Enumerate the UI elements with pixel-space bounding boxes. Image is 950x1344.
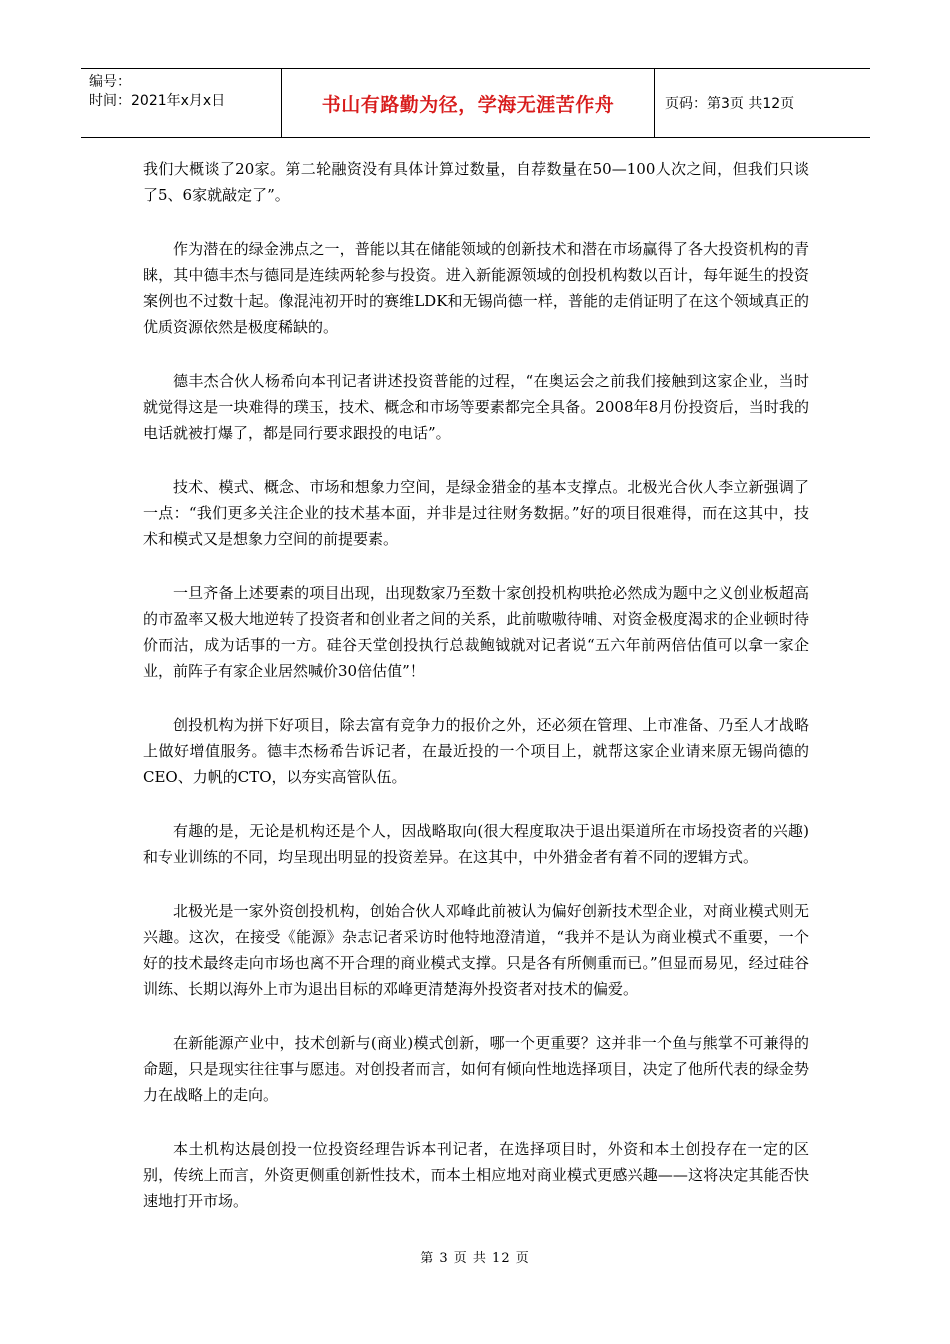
paragraph: 一旦齐备上述要素的项目出现，出现数家乃至数十家创投机构哄抢必然成为题中之义创业板超高的市盈率又极大地逆转了投资者和创业者之间的关系，此前嗷嗷待哺、对资金极度渴求的企业顿时待价而沽，成为话事的一方。硅谷天堂创投执行总裁鲍钺就对记者说“五六年前两倍估值可以拿一家企业，前阵子有家企业居然喊价30倍估值”！ — [143, 584, 809, 680]
paragraph: 有趣的是，无论是机构还是个人，因战略取向(很大程度取决于退出渠道所在市场投资者的兴趣)和专业训练的不同，均呈现出明显的投资差异。在这其中，中外猎金者有着不同的逻辑方式。 — [143, 822, 809, 866]
paragraph: 北极光是一家外资创投机构，创始合伙人邓峰此前被认为偏好创新技术型企业，对商业模式则无兴趣。这次，在接受《能源》杂志记者采访时他特地澄清道，“我并不是认为商业模式不重要，一个好的技术最终走向市场也离不开合理的商业模式支撑。只是各有所侧重而已。”但显而易见，经过硅谷训练、长期以海外上市为退出目标的邓峰更清楚海外投资者对技术的偏爱。 — [143, 902, 809, 998]
doc-time-label: 时间：2021年x月x日 — [89, 93, 226, 109]
document-body — [143, 156, 809, 1242]
paragraph: 德丰杰合伙人杨希向本刊记者讲述投资普能的过程，“在奥运会之前我们接触到这家企业，当时就觉得这是一块难得的璞玉，技术、概念和市场等要素都完全具备。2008年8月份投资后，当时我的电话就被打爆了，都是同行要求跟投的电话”。 — [143, 372, 809, 442]
header-motto: 书山有路勤为径，学海无涯苦作舟 — [282, 69, 655, 137]
paragraph: 我们大概谈了20家。第二轮融资没有具体计算过数量，自荐数量在50—100人次之间，但我们只谈了5、6家就敲定了”。 — [143, 160, 809, 204]
paragraph: 创投机构为拼下好项目，除去富有竞争力的报价之外，还必须在管理、上市准备、乃至人才战略上做好增值服务。德丰杰杨希告诉记者，在最近投的一个项目上，就帮这家企业请来原无锡尚德的CEO、力帆的CTO，以夯实高管队伍。 — [143, 716, 809, 786]
paragraph: 作为潜在的绿金沸点之一，普能以其在储能领域的创新技术和潜在市场赢得了各大投资机构的青睐，其中德丰杰与德同是连续两轮参与投资。进入新能源领域的创投机构数以百计，每年诞生的投资案例也不过数十起。像混沌初开时的赛维LDK和无锡尚德一样，普能的走俏证明了在这个领域真正的优质资源依然是极度稀缺的。 — [143, 240, 809, 336]
paragraph: 本土机构达晨创投一位投资经理告诉本刊记者，在选择项目时，外资和本土创投存在一定的区别，传统上而言，外资更侧重创新性技术，而本土相应地对商业模式更感兴趣——这将决定其能否快速地打开市场。 — [143, 1140, 809, 1210]
paragraph: 技术、模式、概念、市场和想象力空间，是绿金猎金的基本支撑点。北极光合伙人李立新强调了一点：“我们更多关注企业的技术基本面，并非是过往财务数据。”好的项目很难得，而在这其中，技术和模式又是想象力空间的前提要素。 — [143, 478, 809, 548]
paragraph: 在新能源产业中，技术创新与(商业)模式创新，哪一个更重要？这并非一个鱼与熊掌不可兼得的命题，只是现实往往事与愿违。对创投者而言，如何有倾向性地选择项目，决定了他所代表的绿金势力在战略上的走向。 — [143, 1034, 809, 1104]
doc-number-label: 编号： — [89, 74, 131, 90]
header-info — [81, 69, 282, 137]
page-footer: 第 3 页 共 12 页 — [420, 1251, 530, 1266]
header-page-label: 页码：第3页 共12页 — [665, 96, 795, 112]
page-header — [81, 68, 870, 138]
